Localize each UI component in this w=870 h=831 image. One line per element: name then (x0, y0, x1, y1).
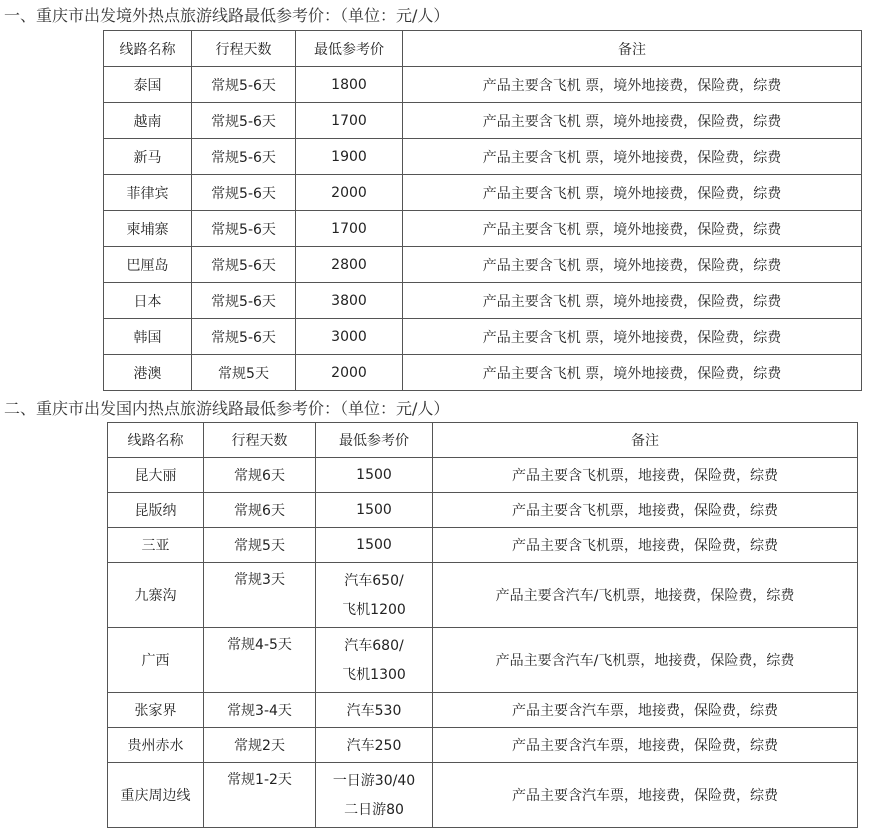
header-notes: 备注 (433, 423, 858, 458)
price-cell: 3800 (296, 283, 403, 319)
price-line: 二日游80 (344, 802, 404, 818)
notes-cell: 产品主要含汽车/飞机票，地接费，保险费，综费 (433, 563, 858, 628)
days-cell: 常规5-6天 (192, 211, 296, 247)
route-name-cell: 菲律宾 (104, 175, 192, 211)
table-row (108, 693, 858, 728)
section2-heading: 二、重庆市出发国内热点旅游线路最低参考价：（单位：元/人） (4, 399, 450, 418)
section1-heading: 一、重庆市出发境外热点旅游线路最低参考价：（单位：元/人） (4, 6, 450, 25)
route-name-cell: 巴厘岛 (104, 247, 192, 283)
days-cell: 常规5-6天 (192, 139, 296, 175)
price-cell (316, 763, 433, 828)
notes-cell: 产品主要含飞机 票，境外地接费，保险费，综费 (403, 355, 862, 391)
days-cell: 常规6天 (204, 458, 316, 493)
table-row (104, 247, 862, 283)
notes-cell: 产品主要含飞机票，地接费，保险费，综费 (433, 458, 858, 493)
price-cell (316, 563, 433, 628)
header-days: 行程天数 (204, 423, 316, 458)
price-line: 一日游30/40 (332, 773, 416, 789)
overseas-routes-table (103, 30, 862, 391)
table-row (108, 493, 858, 528)
notes-cell: 产品主要含飞机 票，境外地接费，保险费，综费 (403, 319, 862, 355)
days-cell: 常规4-5天 (204, 628, 316, 693)
days-cell: 常规3-4天 (204, 693, 316, 728)
table-row (104, 139, 862, 175)
table-row (108, 628, 858, 693)
price-line: 飞机1200 (342, 602, 406, 618)
table-row (104, 211, 862, 247)
notes-cell: 产品主要含飞机 票，境外地接费，保险费，综费 (403, 283, 862, 319)
route-name-cell: 泰国 (104, 67, 192, 103)
days-cell: 常规6天 (204, 493, 316, 528)
days-cell: 常规5-6天 (192, 67, 296, 103)
price-cell: 2800 (296, 247, 403, 283)
table-row (104, 283, 862, 319)
price-cell: 2000 (296, 355, 403, 391)
days-cell: 常规5-6天 (192, 103, 296, 139)
route-name-cell: 日本 (104, 283, 192, 319)
route-name-cell: 三亚 (108, 528, 204, 563)
notes-cell: 产品主要含汽车票，地接费，保险费，综费 (433, 763, 858, 828)
table-row (108, 528, 858, 563)
domestic-routes-table (107, 422, 858, 828)
header-min-price: 最低参考价 (316, 423, 433, 458)
price-cell: 1500 (316, 458, 433, 493)
price-line: 汽车650/ (344, 573, 404, 589)
notes-cell: 产品主要含汽车/飞机票，地接费，保险费，综费 (433, 628, 858, 693)
header-min-price: 最低参考价 (296, 31, 403, 67)
notes-cell: 产品主要含飞机 票，境外地接费，保险费，综费 (403, 175, 862, 211)
notes-cell: 产品主要含飞机 票，境外地接费，保险费，综费 (403, 247, 862, 283)
route-name-cell: 柬埔寨 (104, 211, 192, 247)
route-name-cell: 昆版纳 (108, 493, 204, 528)
notes-cell: 产品主要含飞机票，地接费，保险费，综费 (433, 528, 858, 563)
days-cell: 常规5-6天 (192, 247, 296, 283)
price-cell: 3000 (296, 319, 403, 355)
notes-cell: 产品主要含飞机 票，境外地接费，保险费，综费 (403, 211, 862, 247)
table-row (104, 67, 862, 103)
notes-cell: 产品主要含飞机 票，境外地接费，保险费，综费 (403, 139, 862, 175)
price-cell: 1500 (316, 493, 433, 528)
route-name-cell: 广西 (108, 628, 204, 693)
days-cell: 常规3天 (204, 563, 316, 628)
price-cell: 1700 (296, 103, 403, 139)
price-line: 飞机1300 (342, 667, 406, 683)
route-name-cell: 新马 (104, 139, 192, 175)
table-row (104, 319, 862, 355)
route-name-cell: 贵州赤水 (108, 728, 204, 763)
price-cell: 汽车250 (316, 728, 433, 763)
route-name-cell: 张家界 (108, 693, 204, 728)
header-days: 行程天数 (192, 31, 296, 67)
table-row (104, 103, 862, 139)
table-header-row (104, 31, 862, 67)
notes-cell: 产品主要含飞机 票，境外地接费，保险费，综费 (403, 67, 862, 103)
price-cell: 1700 (296, 211, 403, 247)
days-cell: 常规1-2天 (204, 763, 316, 828)
table-row (108, 458, 858, 493)
table-row (104, 175, 862, 211)
table-row (104, 355, 862, 391)
header-notes: 备注 (403, 31, 862, 67)
price-cell: 1900 (296, 139, 403, 175)
notes-cell: 产品主要含汽车票，地接费，保险费，综费 (433, 693, 858, 728)
days-cell: 常规5天 (204, 528, 316, 563)
table-row (108, 563, 858, 628)
price-cell: 1500 (316, 528, 433, 563)
route-name-cell: 港澳 (104, 355, 192, 391)
route-name-cell: 重庆周边线 (108, 763, 204, 828)
notes-cell: 产品主要含汽车票，地接费，保险费，综费 (433, 728, 858, 763)
table-row (108, 763, 858, 828)
route-name-cell: 越南 (104, 103, 192, 139)
table-row (108, 728, 858, 763)
header-route-name: 线路名称 (104, 31, 192, 67)
price-cell: 汽车530 (316, 693, 433, 728)
header-route-name: 线路名称 (108, 423, 204, 458)
price-line: 汽车680/ (344, 638, 404, 654)
days-cell: 常规2天 (204, 728, 316, 763)
notes-cell: 产品主要含飞机 票，境外地接费，保险费，综费 (403, 103, 862, 139)
price-cell: 1800 (296, 67, 403, 103)
days-cell: 常规5天 (192, 355, 296, 391)
notes-cell: 产品主要含飞机票，地接费，保险费，综费 (433, 493, 858, 528)
days-cell: 常规5-6天 (192, 283, 296, 319)
days-cell: 常规5-6天 (192, 175, 296, 211)
route-name-cell: 九寨沟 (108, 563, 204, 628)
price-cell (316, 628, 433, 693)
days-cell: 常规5-6天 (192, 319, 296, 355)
price-cell: 2000 (296, 175, 403, 211)
route-name-cell: 昆大丽 (108, 458, 204, 493)
table-header-row (108, 423, 858, 458)
route-name-cell: 韩国 (104, 319, 192, 355)
